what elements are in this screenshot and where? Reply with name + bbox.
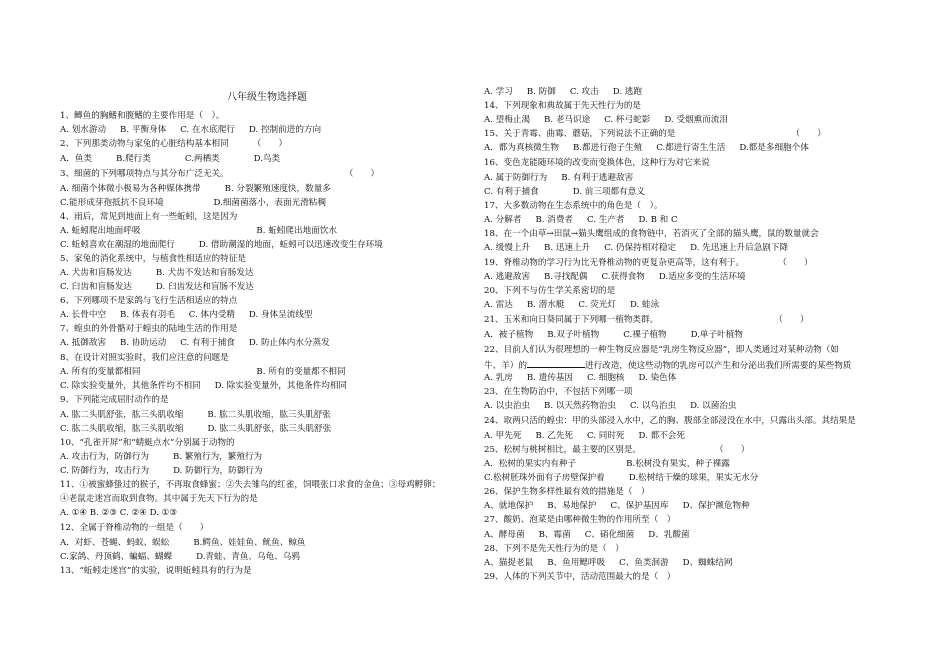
text-segment: A. 细菌个体微小极易为各种媒体携带	[60, 184, 201, 194]
text-segment: 5、家兔的消化系统中，与植食性相适应的特征是	[60, 254, 246, 264]
text-segment: 23、在生物防治中，不包括下列哪一项	[484, 387, 633, 397]
left-text-line	[60, 281, 254, 293]
text-segment: A、酵母菌	[484, 530, 525, 540]
right-text-line	[484, 500, 750, 512]
fill-blank-line	[527, 358, 585, 368]
text-segment: 18、在一个由草→田鼠→猫头鹰组成的食物链中，若消灭了全部的猫头鹰，鼠的数量就会	[484, 229, 819, 239]
text-segment: 9、下列能完成屈肘动作的是	[60, 395, 169, 405]
text-segment: D. 防御行为，防御行为	[173, 466, 263, 476]
left-text-line	[60, 352, 229, 364]
right-text-line	[484, 472, 758, 484]
text-segment: B. 有利于逃避敌害	[561, 173, 634, 183]
text-segment: 1、鲫鱼的胸鳍和腹鳍的主要作用是（ ）。	[60, 111, 225, 121]
right-text-line	[484, 157, 710, 169]
right-text-line	[484, 329, 743, 341]
left-text-line	[60, 168, 379, 180]
text-segment: B. 分裂繁殖速度快，数量多	[224, 184, 331, 194]
text-segment: D. 除实验变量外，其他条件均相同	[214, 381, 348, 391]
left-text-line	[60, 267, 254, 279]
left-text-line	[60, 551, 300, 563]
text-segment: D. 染色体	[638, 373, 677, 383]
text-segment: B. 繁殖行为，繁殖行为	[173, 452, 263, 462]
left-text-line	[60, 437, 235, 449]
left-text-line	[60, 394, 169, 406]
right-text-line	[484, 242, 788, 254]
right-text-line	[484, 257, 813, 269]
text-segment: B、易地保护	[547, 501, 597, 511]
text-segment: C. 仍保持相对稳定	[604, 243, 677, 253]
left-text-line	[60, 522, 208, 534]
text-segment: C. 防御行为，攻击行为	[60, 466, 150, 476]
text-segment: C. 细胞核	[587, 373, 625, 383]
left-text-line	[60, 153, 280, 165]
left-text-line	[60, 138, 287, 150]
text-segment: 19、脊椎动物的学习行为比无脊椎动物的更复杂更高等，这有利于。	[484, 258, 745, 268]
right-text-line	[484, 214, 678, 226]
text-segment: B. 迅速上升	[544, 243, 591, 253]
left-text-line	[60, 211, 237, 223]
right-text-line	[484, 415, 856, 427]
text-segment: D、蜘蛛结网	[682, 558, 733, 568]
left-text-line	[60, 465, 262, 477]
text-segment: A、就地保护	[484, 501, 534, 511]
text-segment: A. 雷达	[484, 300, 513, 310]
text-segment: （ ）	[715, 445, 750, 455]
text-segment: C. 同时死	[587, 431, 625, 441]
text-segment: 3、细菌的下列哪项特点与其分布广泛无关。	[60, 169, 229, 179]
left-text-line	[60, 366, 346, 378]
right-text-line	[484, 86, 642, 98]
text-segment: ④老鼠走迷宫而取到食物。其中属于先天下行为的是	[60, 494, 258, 504]
text-segment: C.家鸽、丹顶鹤、蝙蝠、蝴蝶	[60, 552, 173, 562]
left-text-line	[60, 565, 252, 577]
text-segment: D. 借助潮湿的地面，蚯蚓可以迅速改变生存环境	[198, 240, 383, 250]
text-segment: C.松树胚珠外面有子房壁保护着	[484, 473, 605, 483]
right-text-line	[484, 344, 839, 356]
text-segment: D. 受烟熏而流泪	[664, 115, 728, 125]
text-segment: B.双子叶植物	[547, 330, 600, 340]
text-segment: A. 学习	[484, 87, 513, 97]
right-text-line	[484, 314, 809, 326]
right-text-line	[484, 172, 633, 184]
text-segment: 22、目前人们认为很理想的一种生物反应器是“乳房生物反应器”，即人类通过对某种动物（如	[484, 345, 839, 355]
text-segment: B. 老马识途	[544, 115, 591, 125]
right-text-line	[484, 486, 650, 498]
text-segment: C. 有利于捕食	[484, 187, 539, 197]
text-segment: 27、酸奶、泡菜是由哪种微生物的作用所至（ ）	[484, 515, 676, 525]
text-segment: C. 肱二头肌收缩，肱三头肌收缩	[60, 424, 184, 434]
text-segment: A. 蚯蚓爬出地面呼吸	[60, 226, 141, 236]
right-text-line	[484, 186, 645, 198]
left-text-line	[60, 110, 224, 122]
right-text-line	[484, 543, 624, 555]
left-text-line	[60, 493, 258, 505]
text-segment: A. 划水游动	[60, 125, 107, 135]
text-segment: 4、雨后，常见到地面上有一些蚯蚓，这是因为	[60, 212, 238, 222]
right-text-line	[484, 299, 659, 311]
text-segment: B、霉菌	[538, 530, 571, 540]
text-segment: B.都进行孢子生殖	[572, 143, 643, 153]
text-segment: D. 肱二头肌舒张，肱三头肌舒张	[207, 424, 332, 434]
text-segment: B.松树没有果实，种子裸露	[626, 459, 730, 469]
text-segment: C.两栖类	[184, 154, 220, 164]
text-segment: B. 以天然药物治虫	[544, 401, 616, 411]
text-segment: C. 体内受精	[188, 310, 235, 320]
text-segment: D.松树结干燥的球果，果实无水分	[628, 473, 759, 483]
text-segment: B. 体表有羽毛	[120, 310, 175, 320]
text-segment: A．鱼类	[60, 154, 92, 164]
text-segment: C.都进行寄生生活	[656, 143, 726, 153]
text-segment: C. 杯弓蛇影	[604, 115, 651, 125]
left-text-line	[60, 253, 246, 265]
left-text-line	[60, 337, 330, 349]
text-segment: 29、人体的下列关节中，活动范围最大的是（ ）	[484, 572, 676, 582]
text-segment: D. 防止体内水分蒸发	[248, 338, 330, 348]
text-segment: 14、下列现象和典故属于先天性行为的是	[484, 101, 642, 111]
text-segment: C、鱼类洄游	[619, 558, 669, 568]
text-segment: （ ）	[344, 169, 380, 179]
text-segment: B. 消费者	[535, 215, 574, 225]
text-segment: A、猫捉老鼠	[484, 558, 534, 568]
right-text-line	[484, 372, 676, 384]
text-segment: A. 甲先死	[484, 431, 522, 441]
text-segment: A. 攻击行为，防御行为	[60, 452, 150, 462]
text-segment: （ ）	[774, 315, 809, 325]
right-text-line	[484, 285, 615, 297]
right-text-line	[484, 444, 749, 456]
left-text-line	[60, 451, 262, 463]
text-segment: A. 所有的变量都相同	[60, 367, 141, 377]
text-segment: 进行改造，使这些动物的乳房可以产生和分泌出我们所需要的某些物质	[584, 361, 852, 371]
text-segment: C. 除实验变量外，其他条件均不相同	[60, 381, 201, 391]
text-segment: B. 协助运动	[120, 338, 167, 348]
text-segment: C. 蚯蚓喜欢在潮湿的地面爬行	[60, 240, 175, 250]
text-segment: D、乳酸菌	[648, 530, 690, 540]
text-segment: A. 缓慢上升	[484, 243, 531, 253]
text-segment: B、鱼用鳃呼吸	[547, 558, 606, 568]
text-segment: D. 逃跑	[612, 87, 642, 97]
text-segment: （ ）	[791, 129, 826, 139]
text-segment: B. 潜水艇	[526, 300, 565, 310]
text-segment: B. 遗传基因	[526, 373, 574, 383]
right-text-line	[484, 100, 641, 112]
left-text-line	[60, 507, 177, 519]
text-segment: B. 乙先死	[535, 431, 574, 441]
text-segment: D. 臼齿发达和盲肠不发达	[155, 282, 254, 292]
text-segment: A．对虾、苍蝇、蚂蚁、蜈蚣	[60, 538, 170, 548]
page-title: 八年级生物选择题	[227, 92, 307, 103]
text-segment: B.爬行类	[116, 154, 151, 164]
right-text-line	[484, 358, 851, 372]
text-segment: C、硝化细菌	[584, 530, 635, 540]
right-text-line	[484, 571, 675, 583]
left-text-line	[60, 409, 331, 421]
text-segment: 24、取两只活的蝗虫：甲的头部浸入水中，乙的胸、腹部全部浸没在水中，只露出头部。其结果是	[484, 416, 856, 426]
text-segment: B. 所有的变量都不相同	[256, 367, 346, 377]
text-segment: C、保护基因库	[610, 501, 669, 511]
text-segment: C.裸子植物	[623, 330, 667, 340]
text-segment: C. 荧光灯	[578, 300, 616, 310]
text-segment: B. 肱二头肌收缩，肱三头肌舒张	[207, 410, 331, 420]
text-segment: A. 乳房	[484, 373, 513, 383]
text-segment: D. 以菌治虫	[690, 401, 737, 411]
text-segment: （ ）	[252, 139, 288, 149]
text-segment: C. 臼齿和盲肠发达	[60, 282, 132, 292]
text-segment: B. 犬齿不发达和盲肠发达	[155, 268, 254, 278]
text-segment: B.鳄鱼、娃娃鱼、鱿鱼、鲸鱼	[193, 538, 306, 548]
text-segment: 21、玉米和向日葵同属于下列哪一植物类群。	[484, 315, 659, 325]
text-segment: A. 分解者	[484, 215, 522, 225]
text-segment: A. 以虫治虫	[484, 401, 531, 411]
text-segment: D.单子叶植物	[690, 330, 743, 340]
right-text-line	[484, 458, 730, 470]
text-segment: B. 蚯蚓爬出地面饮水	[256, 226, 337, 236]
text-segment: B. 平衡身体	[120, 125, 167, 135]
left-text-line	[60, 380, 347, 392]
text-segment: C. 在水底爬行	[180, 125, 235, 135]
text-segment: D.都是多细胞个体	[739, 143, 809, 153]
text-segment: 7、蝗虫的外骨骼对于蝗虫的陆地生活的作用是	[60, 324, 238, 334]
text-segment: A. 属于防御行为	[484, 173, 548, 183]
text-segment: D. 先迅速上升后急剧下降	[690, 243, 789, 253]
text-segment: 13、“蚯蚓走迷宫”的实验，说明蚯蚓具有的行为是	[60, 566, 252, 576]
text-segment: D. 蛙泳	[629, 300, 660, 310]
text-segment: 17、大多数动物在生态系统中的角色是（ ）。	[484, 201, 663, 211]
text-segment: C. 生产者	[587, 215, 625, 225]
text-segment: B.寻找配偶	[544, 272, 588, 282]
text-segment: A. 犬齿和盲肠发达	[60, 268, 132, 278]
text-segment: A. 逃避敌害	[484, 272, 531, 282]
text-segment: C. 有利于捕食	[180, 338, 235, 348]
right-text-line	[484, 557, 732, 569]
text-segment: D、保护濒危物种	[682, 501, 750, 511]
left-text-line	[60, 239, 383, 251]
text-segment: A. 抵御敌害	[60, 338, 107, 348]
text-segment: D. 控制前进的方向	[248, 125, 322, 135]
text-segment: A．松树的果实内有种子	[484, 459, 577, 469]
text-segment: 12、全属于脊椎动物的一组是（ ）	[60, 523, 209, 533]
right-text-line	[484, 271, 746, 283]
text-segment: A. 肱二头肌舒张，肱三头肌收缩	[60, 410, 184, 420]
left-text-line	[60, 225, 337, 237]
text-segment: D. B 和 C	[638, 215, 678, 225]
text-segment: D.适应多变的生活环境	[658, 272, 746, 282]
text-segment: D. 都不会死	[638, 431, 685, 441]
left-text-line	[60, 197, 326, 209]
text-segment: D.细菌菌落小，表面光滑粘稠	[213, 198, 326, 208]
text-segment: （ ）	[778, 258, 813, 268]
text-segment: D.鸟类	[253, 154, 281, 164]
text-segment: C. 攻击	[569, 87, 599, 97]
right-text-line	[484, 430, 685, 442]
text-segment: 15、关于青霉、曲霉、蘑菇，下列说法不正确的是	[484, 129, 676, 139]
text-segment: 8、在设计对照实验时，我们应注意的问题是	[60, 353, 229, 363]
text-segment: B. 防御	[526, 87, 556, 97]
text-segment: A．都为真核微生物	[484, 143, 559, 153]
text-segment: D.青蛙、青鱼、乌龟、乌鸦	[196, 552, 300, 562]
text-segment: 2、下列那类动物与家兔的心脏结构基本相同	[60, 139, 229, 149]
right-text-line	[484, 514, 675, 526]
text-segment: 28、下列不是先天性行为的是（ ）	[484, 544, 624, 554]
text-segment: A．被子植物	[484, 330, 534, 340]
text-segment: D. 身体呈流线型	[248, 310, 313, 320]
right-text-line	[484, 114, 728, 126]
right-text-line	[484, 400, 737, 412]
left-text-line	[60, 124, 321, 136]
left-text-line	[60, 479, 440, 491]
text-segment: C.获得食物	[601, 272, 645, 282]
right-text-line	[484, 142, 809, 154]
text-segment: C.能形成芽孢抵抗不良环境	[60, 198, 164, 208]
left-text-line	[60, 295, 237, 307]
text-segment: 25、松树与桃树相比，最主要的区别是。	[484, 445, 642, 455]
text-segment: 26、保护生物多样性最有效的措施是（ ）	[484, 487, 650, 497]
right-text-line	[484, 228, 819, 240]
text-segment: C. 以鸟治虫	[629, 401, 677, 411]
text-segment: 6、下列哪项不是家鸽与飞行生活相适应的特点	[60, 296, 238, 306]
right-text-line	[484, 200, 663, 212]
text-segment: A. 望梅止渴	[484, 115, 531, 125]
text-segment: 20、下列不与仿生学关系密切的是	[484, 286, 616, 296]
text-segment: 16、变色龙能随环境的改变而变换体色，这种行为对它来说	[484, 158, 710, 168]
right-text-line	[484, 529, 690, 541]
left-text-line	[60, 183, 331, 195]
text-segment: 牛、羊）的	[484, 361, 527, 371]
text-segment: D. 前三项都有意义	[572, 187, 645, 197]
text-segment: A. ①④ B. ②③ C. ②④ D. ①③	[60, 508, 178, 518]
left-text-line	[60, 323, 237, 335]
left-text-line	[60, 537, 306, 549]
text-segment: 11、①被蜜蜂蛰过的猴子，不再取食蜂蜜；②失去雏鸟的红雀，饲喂张口求食的金鱼；③母鸡孵卵；	[60, 480, 441, 490]
right-text-line	[484, 386, 632, 398]
text-segment: A. 长骨中空	[60, 310, 107, 320]
right-text-line	[484, 128, 826, 140]
left-text-line	[60, 309, 313, 321]
text-segment: 10、“孔雀开屏”和“蜻蜓点水”分别属于动物的	[60, 438, 235, 448]
left-text-line	[60, 423, 331, 435]
